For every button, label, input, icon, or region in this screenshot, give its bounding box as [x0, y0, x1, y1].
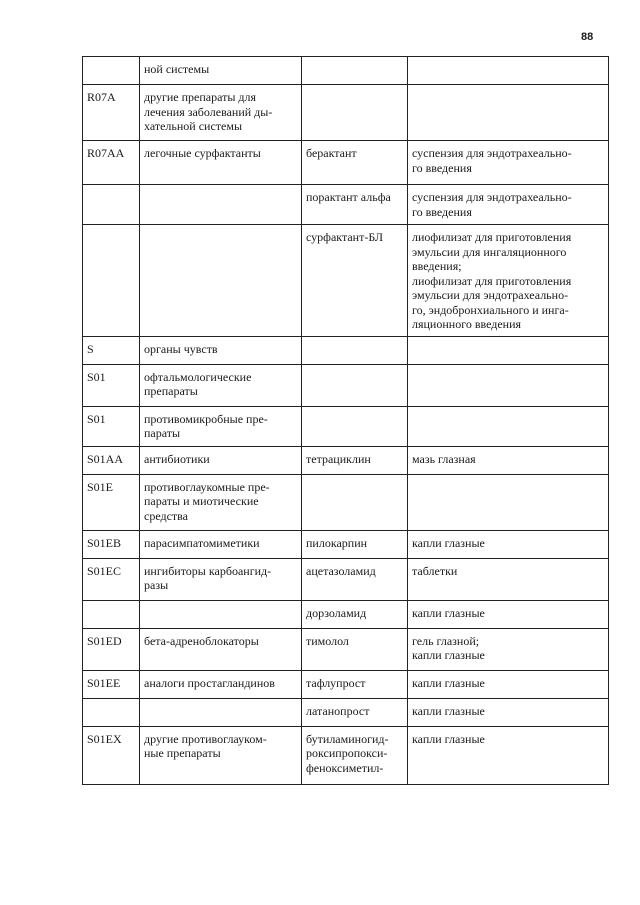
- page-number: 88: [581, 31, 594, 43]
- table-row: [83, 225, 609, 337]
- drug-name-cell: [302, 670, 408, 698]
- atc-code-cell: [83, 57, 140, 85]
- table-row: [83, 364, 609, 406]
- cell-text-line: капли глазные: [412, 703, 485, 718]
- cell-text-line: противоглаукомные пре-: [144, 479, 270, 494]
- cell-text-line: бутиламиногид-: [306, 731, 389, 746]
- group-name-cell: [140, 225, 302, 337]
- cell-text-line: легочные сурфактанты: [144, 146, 261, 160]
- cell-text-line: суспензия для эндотрахеально-: [412, 190, 572, 204]
- cell-text-line: латанопрост: [306, 703, 370, 718]
- cell-text-line: введения;: [412, 259, 462, 273]
- cell-text-line: хательной системы: [144, 119, 243, 133]
- cell-text-line: противомикробные пре-: [144, 411, 268, 426]
- atc-code-cell: S01AA: [83, 446, 140, 474]
- cell-text-line: ные препараты: [144, 746, 221, 760]
- drug-name-cell: [302, 225, 408, 337]
- dosage-form-cell: [408, 628, 609, 670]
- dosage-form-cell: [408, 446, 609, 474]
- cell-text-line: ляционного введения: [412, 317, 522, 331]
- drug-name-cell: [302, 85, 408, 141]
- cell-text-line: го введения: [412, 204, 472, 219]
- table-row: [83, 85, 609, 141]
- group-name-cell: [140, 698, 302, 726]
- dosage-form-cell: [408, 57, 609, 85]
- dosage-form-cell: [408, 85, 609, 141]
- cell-text-line: разы: [144, 578, 169, 592]
- atc-code-cell: [83, 185, 140, 225]
- atc-code-cell: S: [83, 336, 140, 364]
- cell-text-line: лиофилизат для приготовления: [412, 273, 572, 288]
- cell-text-line: пилокарпин: [306, 535, 368, 550]
- table-row: [83, 726, 609, 784]
- cell-text-line: дорзоламид: [306, 605, 367, 620]
- dosage-form-cell: [408, 558, 609, 600]
- drug-name-cell: [302, 530, 408, 558]
- group-name-cell: [140, 600, 302, 628]
- cell-text-line: тафлупрост: [306, 675, 366, 690]
- drug-name-cell: [302, 336, 408, 364]
- cell-text-line: ингибиторы карбоангид-: [144, 563, 272, 578]
- cell-text-line: сурфактант-БЛ: [306, 230, 384, 244]
- cell-text-line: антибиотики: [144, 451, 210, 466]
- dosage-form-cell: [408, 225, 609, 337]
- cell-text-line: офтальмологические: [144, 369, 252, 384]
- cell-text-line: органы чувств: [144, 341, 218, 356]
- dosage-form-cell: [408, 726, 609, 784]
- table-row: [83, 698, 609, 726]
- drug-classification-table: [82, 56, 609, 785]
- table-row: [83, 446, 609, 474]
- cell-text-line: средства: [144, 508, 189, 523]
- drug-name-cell: [302, 558, 408, 600]
- cell-text-line: препараты: [144, 384, 198, 398]
- dosage-form-cell: [408, 336, 609, 364]
- cell-text-line: парасимпатомиметики: [144, 535, 260, 550]
- atc-code-cell: S01EE: [83, 670, 140, 698]
- cell-text-line: ной системы: [144, 62, 210, 76]
- cell-text-line: капли глазные: [412, 648, 485, 662]
- cell-text-line: аналоги простагландинов: [144, 675, 275, 690]
- table-row: [83, 141, 609, 185]
- group-name-cell: [140, 530, 302, 558]
- table-row: [83, 558, 609, 600]
- atc-code-cell: S01EB: [83, 530, 140, 558]
- cell-text-line: мазь глазная: [412, 451, 476, 466]
- table-row: [83, 600, 609, 628]
- cell-text-line: капли глазные: [412, 731, 485, 746]
- cell-text-line: параты и миотические: [144, 494, 259, 508]
- cell-text-line: капли глазные: [412, 675, 485, 690]
- atc-code-cell: S01EX: [83, 726, 140, 784]
- dosage-form-cell: [408, 698, 609, 726]
- table-row: [83, 530, 609, 558]
- cell-text-line: бета-адреноблокаторы: [144, 633, 259, 648]
- dosage-form-cell: [408, 474, 609, 530]
- dosage-form-cell: [408, 364, 609, 406]
- group-name-cell: [140, 364, 302, 406]
- group-name-cell: [140, 141, 302, 185]
- drug-name-cell: [302, 698, 408, 726]
- cell-text-line: тимолол: [306, 633, 349, 648]
- group-name-cell: [140, 57, 302, 85]
- atc-code-cell: S01: [83, 364, 140, 406]
- cell-text-line: роксипропокси-: [306, 746, 388, 760]
- cell-text-line: го введения: [412, 160, 472, 175]
- drug-name-cell: [302, 446, 408, 474]
- cell-text-line: феноксиметил-: [306, 760, 384, 775]
- drug-name-cell: [302, 185, 408, 225]
- table-row: [83, 336, 609, 364]
- drug-name-cell: [302, 141, 408, 185]
- group-name-cell: [140, 336, 302, 364]
- group-name-cell: [140, 446, 302, 474]
- group-name-cell: [140, 670, 302, 698]
- atc-code-cell: [83, 225, 140, 337]
- group-name-cell: [140, 558, 302, 600]
- group-name-cell: [140, 185, 302, 225]
- table-row: [83, 57, 609, 85]
- table-row: [83, 670, 609, 698]
- dosage-form-cell: [408, 406, 609, 446]
- group-name-cell: [140, 726, 302, 784]
- cell-text-line: капли глазные: [412, 605, 485, 620]
- cell-text-line: лиофилизат для приготовления: [412, 230, 572, 244]
- cell-text-line: другие препараты для: [144, 90, 257, 104]
- cell-text-line: го, эндобронхиального и инга-: [412, 302, 569, 317]
- cell-text-line: другие противоглауком-: [144, 731, 267, 746]
- cell-text-line: ацетазоламид: [306, 563, 376, 578]
- drug-name-cell: [302, 600, 408, 628]
- atc-code-cell: S01EC: [83, 558, 140, 600]
- cell-text-line: порактант альфа: [306, 190, 391, 204]
- atc-code-cell: S01: [83, 406, 140, 446]
- group-name-cell: [140, 406, 302, 446]
- cell-text-line: берактант: [306, 146, 357, 160]
- table-row: [83, 406, 609, 446]
- table-row: [83, 474, 609, 530]
- drug-name-cell: [302, 364, 408, 406]
- cell-text-line: капли глазные: [412, 535, 485, 550]
- atc-code-cell: S01ED: [83, 628, 140, 670]
- cell-text-line: лечения заболеваний ды-: [144, 104, 273, 119]
- cell-text-line: гель глазной;: [412, 633, 480, 648]
- group-name-cell: [140, 474, 302, 530]
- drug-name-cell: [302, 57, 408, 85]
- cell-text-line: тетрациклин: [306, 451, 371, 466]
- atc-code-cell: [83, 698, 140, 726]
- dosage-form-cell: [408, 670, 609, 698]
- drug-name-cell: [302, 726, 408, 784]
- atc-code-cell: R07AA: [83, 141, 140, 185]
- cell-text-line: суспензия для эндотрахеально-: [412, 146, 572, 160]
- cell-text-line: эмульсии для эндотрахеально-: [412, 288, 569, 302]
- atc-code-cell: R07A: [83, 85, 140, 141]
- atc-code-cell: S01E: [83, 474, 140, 530]
- atc-code-cell: [83, 600, 140, 628]
- dosage-form-cell: [408, 600, 609, 628]
- drug-name-cell: [302, 474, 408, 530]
- group-name-cell: [140, 85, 302, 141]
- table-row: [83, 185, 609, 225]
- drug-name-cell: [302, 406, 408, 446]
- cell-text-line: параты: [144, 426, 181, 440]
- drug-name-cell: [302, 628, 408, 670]
- cell-text-line: таблетки: [412, 563, 458, 578]
- group-name-cell: [140, 628, 302, 670]
- table-row: [83, 628, 609, 670]
- dosage-form-cell: [408, 141, 609, 185]
- cell-text-line: эмульсии для ингаляционного: [412, 244, 567, 259]
- dosage-form-cell: [408, 185, 609, 225]
- dosage-form-cell: [408, 530, 609, 558]
